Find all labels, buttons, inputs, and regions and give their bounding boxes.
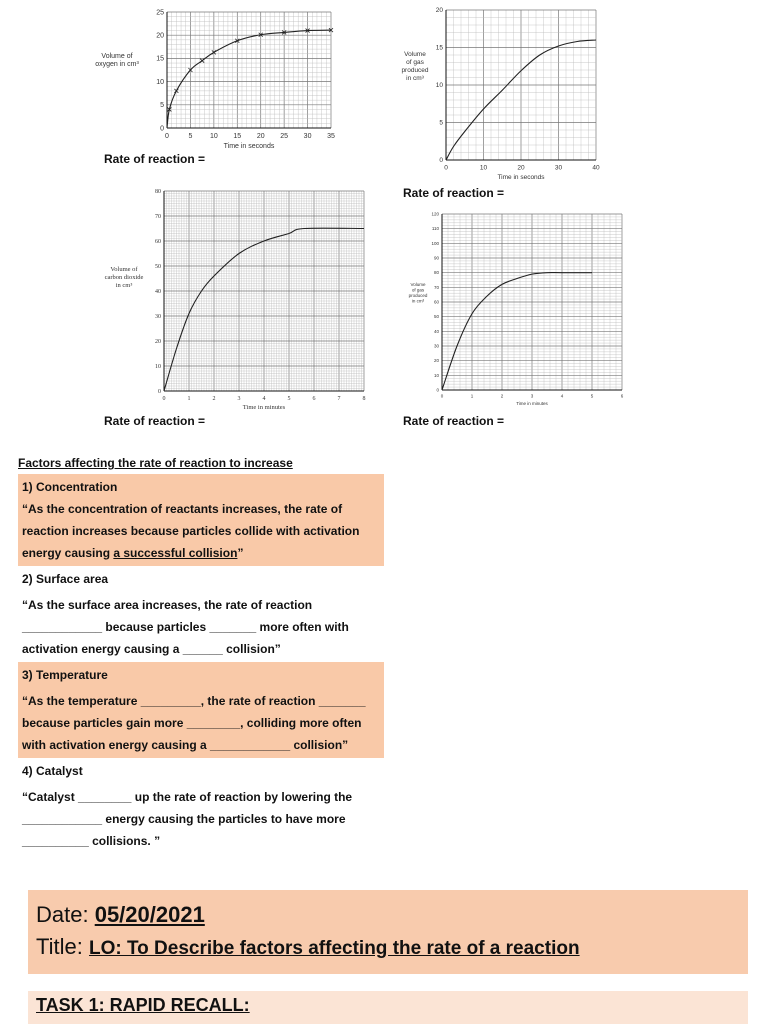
y-tick-label: 50 [155,264,161,270]
factors-section [18,452,384,854]
y-tick-label: 30 [155,314,161,320]
x-tick-label: 25 [280,133,289,140]
x-tick-label: 20 [256,133,265,140]
x-tick-label: 15 [233,133,242,140]
title-label: Title: [36,934,89,959]
title-value: LO: To Describe factors affecting the rate of a reaction [88,938,580,959]
date-label: Date: [36,902,95,927]
y-axis-label-line: Volume [410,281,426,287]
x-tick-label: 35 [327,133,335,140]
factor-surface-area [18,566,384,662]
factor-catalyst-text: “Catalyst ________ up the rate of reaction by lowering the ____________ energy causing the particles to have more __________ collisions. ” [22,790,353,848]
y-tick-label: 0 [439,157,443,165]
y-axis-label-line: produced [408,292,428,298]
y-tick-label: 10 [435,82,443,90]
factor-concentration [18,474,384,566]
x-tick-label: 30 [554,164,563,172]
rate-of-reaction-label-1: Rate of reaction = [104,152,206,166]
date-value: 05/20/2021 [94,902,205,927]
y-tick-label: 0 [158,389,161,395]
y-axis-label-line: Volume [404,51,426,58]
x-tick-label: 0 [444,164,448,172]
y-tick-label: 20 [155,339,161,345]
factors-heading: Factors affecting the rate of reaction to increase [18,456,293,470]
y-tick-label: 0 [436,387,439,393]
x-tick-label: 30 [303,133,312,140]
y-axis-label-line: produced [401,67,429,74]
y-axis-label [409,282,428,304]
y-tick-label: 15 [156,55,164,63]
rate-of-reaction-label-2: Rate of reaction = [403,186,505,200]
factor-surface-area-text: “As the surface area increases, the rate of reaction ____________ because particles _______ more often with activation energy causing a ______ collision” [22,598,349,656]
factor-catalyst-title: 4) Catalyst [22,764,83,778]
y-tick-label: 5 [439,119,443,127]
y-tick-label: 100 [431,240,439,246]
factor-temperature [18,662,384,758]
y-axis-label-line: Volume of [101,53,133,60]
x-axis-label: Time in seconds [497,174,545,181]
y-axis-label-line: in cm³ [115,282,133,289]
x-axis-label: Time in seconds [223,143,275,150]
x-tick-label: 6 [620,393,624,399]
title-line [36,934,580,960]
graph-gas-volume-minutes [398,208,630,408]
graph-oxygen-volume [85,6,345,152]
x-tick-label: 7 [337,396,341,402]
x-tick-label: 10 [209,133,218,140]
x-tick-label: 5 [287,396,291,402]
y-tick-label: 70 [155,214,161,220]
y-axis-label-line: in cm³ [411,298,425,304]
x-tick-label: 3 [237,396,241,402]
factor-concentration-text-b: ” [237,546,244,560]
x-tick-label: 4 [560,393,564,399]
x-tick-label: 10 [479,164,488,172]
y-tick-label: 30 [433,343,439,349]
task-box [28,991,748,1024]
graph-gas-volume-minutes-svg [398,208,630,408]
x-tick-label: 8 [362,396,366,402]
y-axis-label-line: of gas [411,287,425,293]
y-tick-label: 10 [156,78,164,86]
y-tick-label: 10 [433,372,439,378]
y-tick-label: 25 [156,9,164,17]
task-label: TASK 1: RAPID RECALL: [36,995,250,1015]
x-tick-label: 4 [262,396,266,402]
y-tick-label: 90 [433,255,439,261]
x-tick-label: 1 [470,393,474,399]
grid [446,10,596,160]
factor-temperature-title: 3) Temperature [22,668,108,682]
x-tick-label: 20 [517,164,525,172]
factor-concentration-answer: a successful collision [113,546,238,560]
graph-gas-volume-seconds [398,4,608,182]
y-tick-label: 10 [155,364,161,370]
graph-oxygen-volume-svg [85,6,345,152]
y-tick-label: 15 [435,44,443,52]
y-axis-label-line: carbon dioxide [104,274,144,281]
factor-concentration-text [22,498,380,564]
factor-concentration-text-a: “As the concentration of reactants increases, the rate of reaction increases because particles collide with activation energy causing [22,502,360,560]
factor-catalyst [18,758,384,854]
x-axis-label: Time in minutes [516,401,548,406]
y-tick-label: 120 [431,211,439,217]
y-tick-label: 60 [433,299,439,305]
x-tick-label: 5 [188,133,193,140]
y-tick-label: 80 [155,189,161,195]
x-tick-label: 0 [165,133,169,140]
x-tick-label: 2 [212,396,216,402]
y-axis-label-line: of gas [406,59,424,66]
y-axis-label [105,266,144,289]
y-tick-label: 20 [435,7,443,15]
y-tick-label: 110 [431,226,439,232]
y-axis-label-line: Volume of [110,266,138,273]
x-tick-label: 0 [162,396,166,402]
y-tick-label: 60 [155,239,161,245]
y-tick-label: 40 [155,289,161,295]
y-tick-label: 5 [160,102,164,110]
grid [164,191,364,391]
y-tick-label: 50 [433,314,439,320]
x-tick-label: 2 [500,393,504,399]
grid [442,214,622,390]
x-tick-label: 3 [530,393,534,399]
y-tick-label: 0 [160,125,164,133]
y-tick-label: 40 [433,328,439,334]
graph-gas-volume-seconds-svg [398,4,608,182]
factor-surface-area-title: 2) Surface area [22,572,109,586]
graph-carbon-dioxide-volume-svg [86,185,370,413]
y-axis-label [95,53,139,68]
y-tick-label: 80 [433,270,439,276]
y-tick-label: 70 [433,284,439,290]
y-tick-label: 20 [156,32,164,40]
date-line [36,902,205,928]
x-tick-label: 40 [592,164,600,172]
x-axis-label: Time in minutes [242,404,286,411]
graph-carbon-dioxide-volume [86,185,370,413]
x-tick-label: 5 [590,393,594,399]
y-tick-label: 20 [433,358,439,364]
x-tick-label: 6 [312,396,316,402]
rate-of-reaction-label-4: Rate of reaction = [403,414,505,428]
factor-temperature-text: “As the temperature _________, the rate of reaction _______ because particles gain more ________, colliding more often with activation energy causing a ____________ collision” [22,694,366,752]
series-line [167,30,331,128]
y-axis-label-line: oxygen in cm³ [95,61,139,68]
y-axis-label [401,51,428,82]
date-title-box [28,890,748,974]
x-tick-label: 0 [440,393,444,399]
y-axis-label-line: in cm³ [406,75,424,82]
x-tick-label: 1 [187,396,191,402]
data-point [200,59,204,63]
rate-of-reaction-label-3: Rate of reaction = [104,414,206,428]
factor-concentration-title: 1) Concentration [22,480,118,494]
